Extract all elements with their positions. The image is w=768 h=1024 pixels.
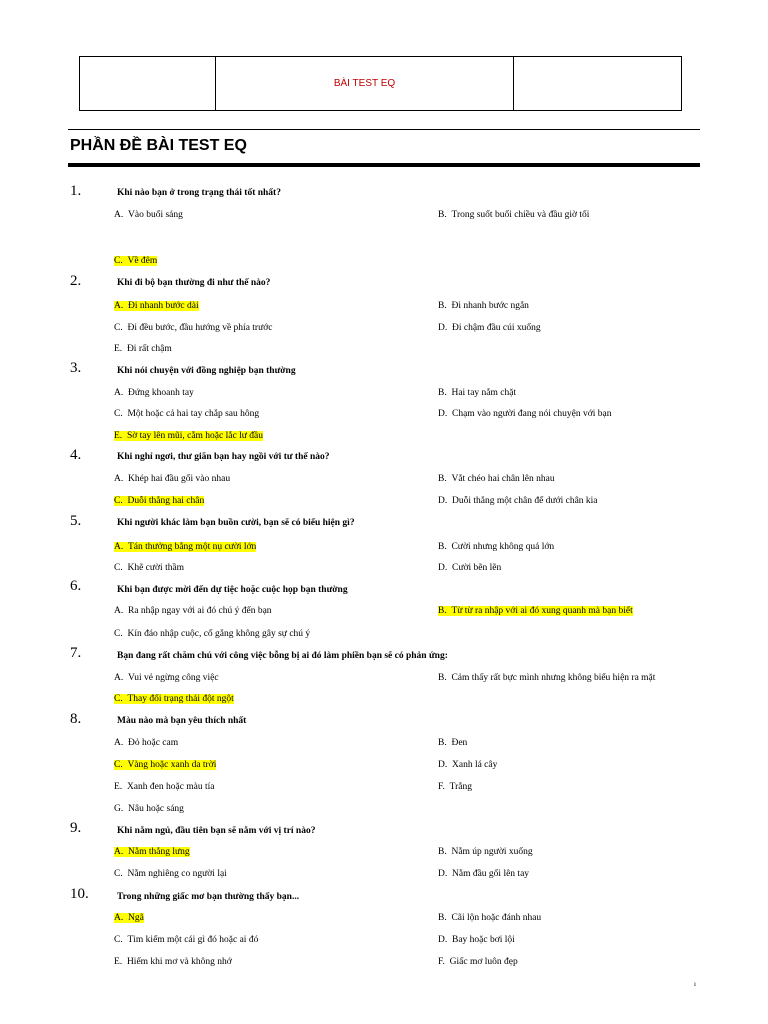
option-letter: B. xyxy=(438,301,447,311)
option-10f xyxy=(438,956,518,968)
option-text: Tán thưởng bằng một nụ cười lớn xyxy=(128,542,257,552)
option-text: Tìm kiếm một cái gì đó hoặc ai đó xyxy=(127,935,259,945)
option-letter: E. xyxy=(114,957,123,967)
option-2d xyxy=(438,322,541,334)
page-mark: ı xyxy=(694,980,696,988)
option-text: Sờ tay lên mũi, cằm hoặc lắc lư đầu xyxy=(126,431,263,441)
option-8f xyxy=(438,781,472,793)
option-letter: D. xyxy=(438,935,448,945)
option-letter: C. xyxy=(114,629,123,639)
question-text: Khi bạn được mời đến dự tiệc hoặc cuộc họp bạn thường xyxy=(117,585,348,595)
question-number: 3. xyxy=(70,360,82,376)
option-6a xyxy=(114,605,272,617)
option-8b xyxy=(438,737,467,749)
option-letter: F. xyxy=(438,782,445,792)
option-letter: A. xyxy=(114,388,124,398)
option-text: Cảm thấy rất bực mình nhưng không biểu hiện ra mặt xyxy=(451,673,656,683)
option-text: Đi rất chậm xyxy=(126,344,172,354)
option-letter: C. xyxy=(114,563,123,573)
header-cell-right xyxy=(514,57,681,110)
option-letter: D. xyxy=(438,563,448,573)
option-text: Cười nhưng không quá lớn xyxy=(451,542,555,552)
option-text: Cười bẽn lẽn xyxy=(452,563,502,573)
option-text: Duỗi thẳng hai chân xyxy=(127,496,205,506)
option-text: Đi nhanh bước dài xyxy=(128,301,199,311)
option-letter: D. xyxy=(438,760,448,770)
question-text: Khi nghỉ ngơi, thư giãn bạn hay ngồi với tư thế nào? xyxy=(117,452,330,462)
option-2c xyxy=(114,322,272,334)
option-letter: C. xyxy=(114,869,123,879)
option-5a xyxy=(114,541,256,553)
option-3c xyxy=(114,408,259,420)
question-number: 6. xyxy=(70,578,82,594)
question-text: Trong những giấc mơ bạn thường thấy bạn... xyxy=(117,892,300,902)
question-text: Khi người khác làm bạn buồn cười, bạn sẽ có biểu hiện gì? xyxy=(117,518,355,528)
option-letter: C. xyxy=(114,323,123,333)
option-text: Xanh đen hoặc màu tía xyxy=(126,782,215,792)
option-2e xyxy=(114,343,172,355)
option-letter: A. xyxy=(114,913,124,923)
option-letter: A. xyxy=(114,606,124,616)
option-letter: A. xyxy=(114,474,124,484)
option-text: Kín đáo nhập cuộc, cố gắng không gây sự chú ý xyxy=(127,629,311,639)
option-text: Thay đổi trạng thái đột ngột xyxy=(127,694,234,704)
option-10e xyxy=(114,956,232,968)
option-letter: G. xyxy=(114,804,124,814)
option-9a xyxy=(114,846,190,858)
question-text: Khi đi bộ bạn thường đi như thế nào? xyxy=(117,278,271,288)
option-9d xyxy=(438,868,529,880)
option-letter: D. xyxy=(438,869,448,879)
option-8d xyxy=(438,759,497,771)
option-letter: B. xyxy=(438,673,447,683)
option-letter: E. xyxy=(114,782,123,792)
option-letter: A. xyxy=(114,847,124,857)
option-text: Đỏ hoặc cam xyxy=(128,738,179,748)
option-letter: C. xyxy=(114,256,123,266)
option-10b xyxy=(438,912,541,924)
question-number: 4. xyxy=(70,447,82,463)
option-9c xyxy=(114,868,227,880)
option-text: Đi đều bước, đầu hướng về phía trước xyxy=(127,323,273,333)
option-text: Bay hoặc bơi lội xyxy=(452,935,515,945)
option-5d xyxy=(438,562,501,574)
divider-thin xyxy=(68,129,700,130)
option-10c xyxy=(114,934,258,946)
option-letter: B. xyxy=(438,847,447,857)
option-letter: A. xyxy=(114,542,124,552)
option-text: Khẽ cười thầm xyxy=(127,563,185,573)
option-7c xyxy=(114,693,234,705)
option-2b xyxy=(438,300,529,312)
section-title: PHẦN ĐỀ BÀI TEST EQ xyxy=(70,137,247,154)
question-text: Bạn đang rất chăm chú với công việc bỗng bị ai đó làm phiền bạn sẽ có phản ứng: xyxy=(117,651,448,661)
option-letter: B. xyxy=(438,388,447,398)
option-letter: C. xyxy=(114,496,123,506)
option-letter: C. xyxy=(114,409,123,419)
option-1c xyxy=(114,255,157,267)
option-text: Về đêm xyxy=(127,256,158,266)
option-letter: B. xyxy=(438,913,447,923)
option-8a xyxy=(114,737,178,749)
option-text: Duỗi thẳng một chân để dưới chân kia xyxy=(452,496,598,506)
option-letter: A. xyxy=(114,301,124,311)
option-4d xyxy=(438,495,598,507)
option-text: Từ từ ra nhập với ai đó xung quanh mà bạn biết xyxy=(451,606,633,616)
option-letter: B. xyxy=(438,210,447,220)
option-10d xyxy=(438,934,515,946)
option-text: Giấc mơ luôn đẹp xyxy=(449,957,518,967)
option-7a xyxy=(114,672,219,684)
option-text: Khép hai đầu gối vào nhau xyxy=(128,474,231,484)
option-1a xyxy=(114,209,183,221)
option-5b xyxy=(438,541,554,553)
option-text: Vào buổi sáng xyxy=(128,210,183,220)
option-text: Đi nhanh bước ngắn xyxy=(451,301,529,311)
option-1b xyxy=(438,209,589,221)
option-text: Đi chậm đầu cúi xuống xyxy=(452,323,541,333)
option-letter: A. xyxy=(114,673,124,683)
option-text: Vàng hoặc xanh da trời xyxy=(127,760,217,770)
option-text: Một hoặc cả hai tay chắp sau hông xyxy=(127,409,260,419)
option-text: Vui vẻ ngừng công việc xyxy=(128,673,219,683)
option-8c xyxy=(114,759,216,771)
option-letter: B. xyxy=(438,738,447,748)
question-number: 9. xyxy=(70,820,82,836)
option-text: Ra nhập ngay với ai đó chú ý đến bạn xyxy=(128,606,272,616)
option-3d xyxy=(438,408,612,420)
option-text: Đứng khoanh tay xyxy=(128,388,194,398)
option-4b xyxy=(438,473,555,485)
option-8g xyxy=(114,803,184,815)
option-letter: E. xyxy=(114,431,123,441)
option-letter: B. xyxy=(438,474,447,484)
option-letter: C. xyxy=(114,760,123,770)
question-text: Màu nào mà bạn yêu thích nhất xyxy=(117,716,247,726)
question-number: 10. xyxy=(70,886,89,902)
question-text: Khi nói chuyện với đồng nghiệp bạn thường xyxy=(117,366,296,376)
option-letter: D. xyxy=(438,409,448,419)
header-table xyxy=(79,56,682,111)
option-text: Trắng xyxy=(449,782,473,792)
option-6c xyxy=(114,628,310,640)
option-text: Nằm úp người xuống xyxy=(451,847,533,857)
option-text: Nằm thẳng lưng xyxy=(128,847,190,857)
option-letter: A. xyxy=(114,210,124,220)
option-text: Chạm vào người đang nói chuyện với bạn xyxy=(452,409,612,419)
option-letter: D. xyxy=(438,323,448,333)
option-text: Cãi lộn hoặc đánh nhau xyxy=(451,913,542,923)
option-letter: D. xyxy=(438,496,448,506)
option-letter: C. xyxy=(114,935,123,945)
option-6b xyxy=(438,605,633,617)
option-text: Trong suốt buổi chiều và đầu giờ tối xyxy=(451,210,590,220)
option-5c xyxy=(114,562,184,574)
header-cell-left xyxy=(80,57,216,110)
option-letter: F. xyxy=(438,957,445,967)
option-letter: B. xyxy=(438,542,447,552)
question-number: 5. xyxy=(70,513,82,529)
option-3e xyxy=(114,430,263,442)
option-text: Nâu hoặc sáng xyxy=(128,804,184,814)
option-letter: E. xyxy=(114,344,123,354)
option-3a xyxy=(114,387,194,399)
option-9b xyxy=(438,846,533,858)
question-number: 7. xyxy=(70,645,82,661)
option-text: Nằm đầu gối lên tay xyxy=(452,869,530,879)
option-10a xyxy=(114,912,144,924)
question-text: Khi nào bạn ở trong trạng thái tốt nhất? xyxy=(117,188,281,198)
option-letter: B. xyxy=(438,606,447,616)
question-number: 1. xyxy=(70,183,82,199)
option-letter: A. xyxy=(114,738,124,748)
option-text: Đen xyxy=(451,738,468,748)
divider-thick xyxy=(68,163,700,167)
option-text: Hiếm khi mơ và không nhớ xyxy=(126,957,232,967)
option-letter: C. xyxy=(114,694,123,704)
option-text: Xanh lá cây xyxy=(452,760,498,770)
option-2a xyxy=(114,300,199,312)
option-3b xyxy=(438,387,516,399)
option-8e xyxy=(114,781,215,793)
question-number: 8. xyxy=(70,711,82,727)
option-text: Ngã xyxy=(128,913,144,923)
option-4c xyxy=(114,495,204,507)
question-number: 2. xyxy=(70,273,82,289)
question-text: Khi nằm ngủ, đầu tiên bạn sẽ nằm với vị trí nào? xyxy=(117,826,316,836)
option-4a xyxy=(114,473,230,485)
option-text: Vắt chéo hai chân lên nhau xyxy=(451,474,555,484)
option-text: Hai tay nắm chặt xyxy=(451,388,517,398)
option-7b xyxy=(438,672,655,684)
header-title: BÀI TEST EQ xyxy=(216,57,514,110)
option-text: Nằm nghiêng co người lại xyxy=(127,869,227,879)
